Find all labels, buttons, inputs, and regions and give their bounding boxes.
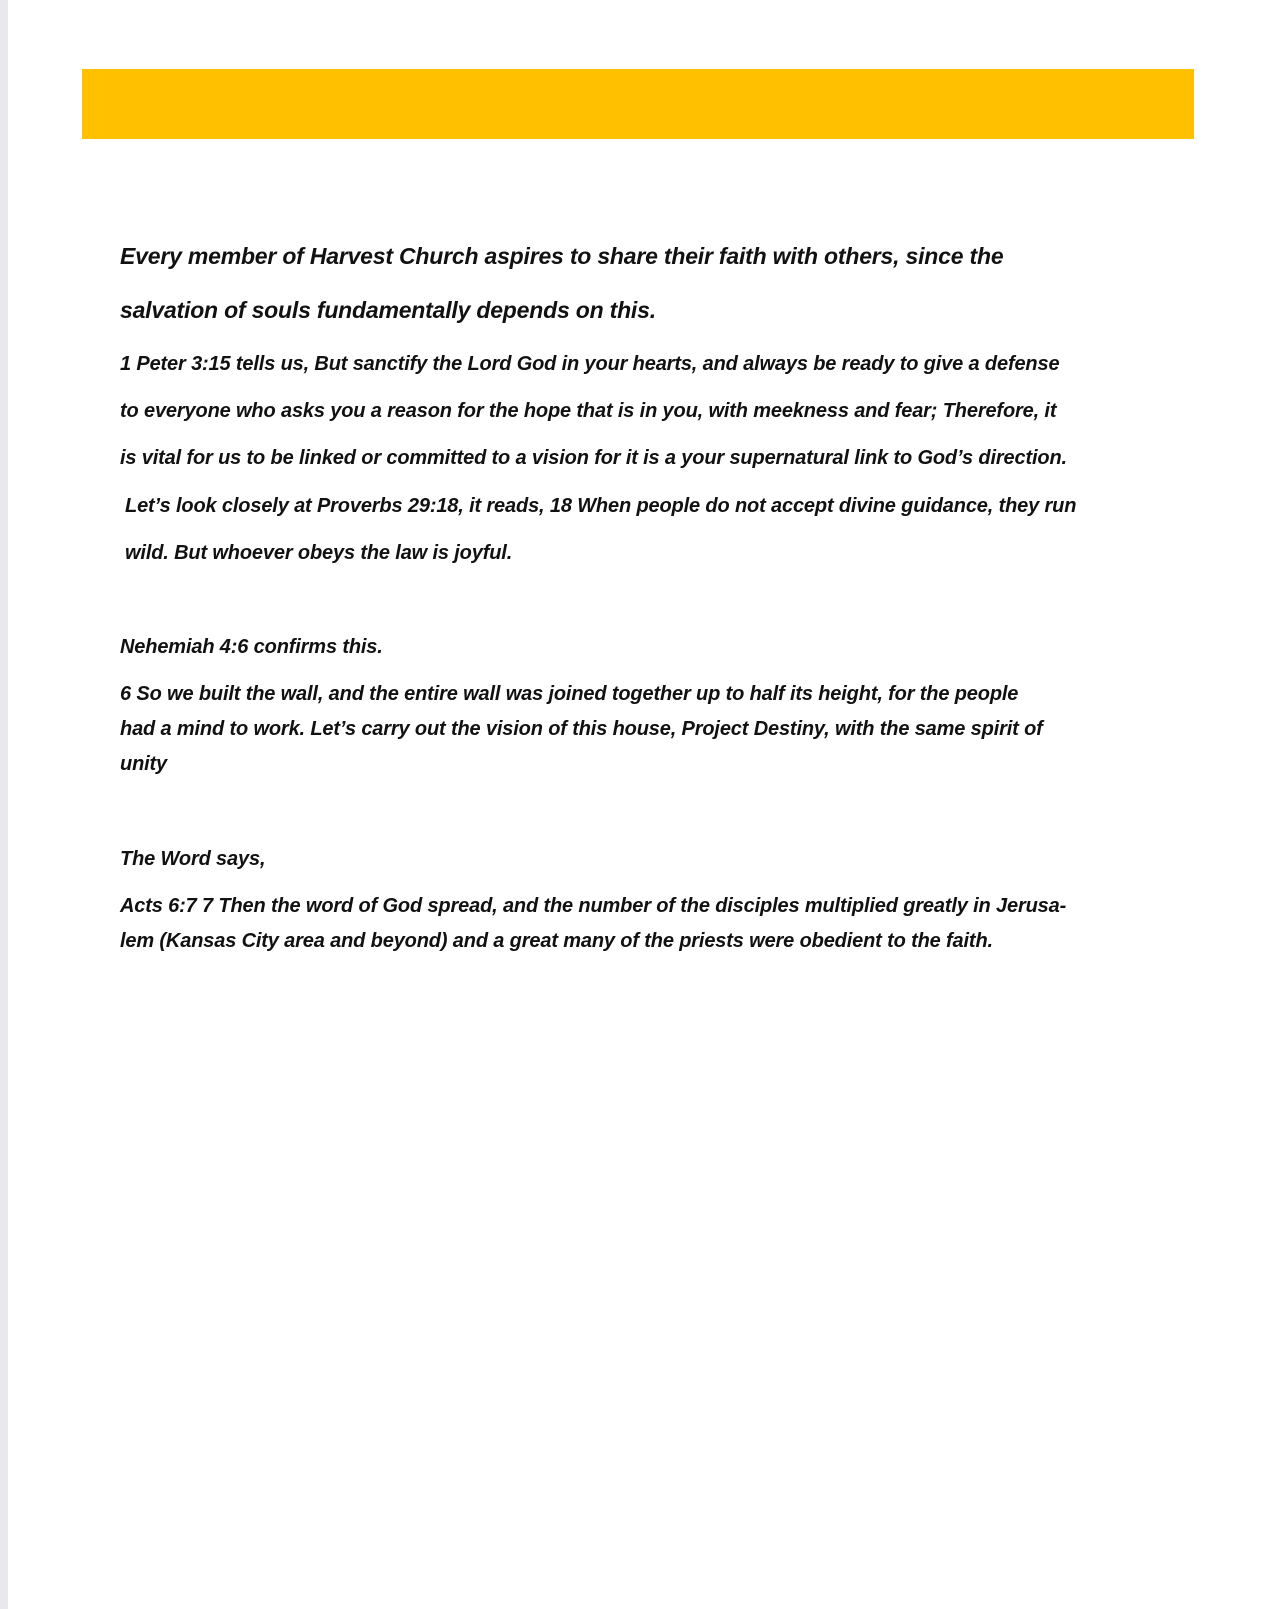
nehemiah-line-3: unity bbox=[120, 753, 168, 775]
nehemiah-line-2: had a mind to work. Let’s carry out the vision of this house, Project Destiny, with the same spirit of bbox=[120, 718, 1043, 740]
nehemiah-heading: Nehemiah 4:6 confirms this. bbox=[120, 636, 383, 658]
acts-line-1: Acts 6:7 7 Then the word of God spread, and the number of the disciples multiplied greatly in Jerusa- bbox=[120, 895, 1067, 917]
peter-line-3: is vital for us to be linked or committed to a vision for it is a your supernatural link to God’s direction. bbox=[120, 447, 1067, 469]
peter-line-1: 1 Peter 3:15 tells us, But sanctify the Lord God in your hearts, and always be ready to give a defense bbox=[120, 353, 1060, 375]
proverbs-line-1: Let’s look closely at Proverbs 29:18, it reads, 18 When people do not accept divine guidance, they run bbox=[125, 495, 1077, 517]
header-color-band bbox=[82, 69, 1194, 139]
intro-line-2: salvation of souls fundamentally depends on this. bbox=[120, 297, 656, 323]
nehemiah-line-1: 6 So we built the wall, and the entire wall was joined together up to half its height, for the people bbox=[120, 683, 1019, 705]
document-page bbox=[8, 0, 1284, 1609]
proverbs-line-2: wild. But whoever obeys the law is joyful. bbox=[125, 542, 513, 564]
peter-line-2: to everyone who asks you a reason for the hope that is in you, with meekness and fear; Therefore, it bbox=[120, 400, 1057, 422]
acts-line-2: lem (Kansas City area and beyond) and a great many of the priests were obedient to the faith. bbox=[120, 930, 993, 952]
word-heading: The Word says, bbox=[120, 848, 266, 870]
intro-line-1: Every member of Harvest Church aspires to share their faith with others, since the bbox=[120, 243, 1004, 269]
